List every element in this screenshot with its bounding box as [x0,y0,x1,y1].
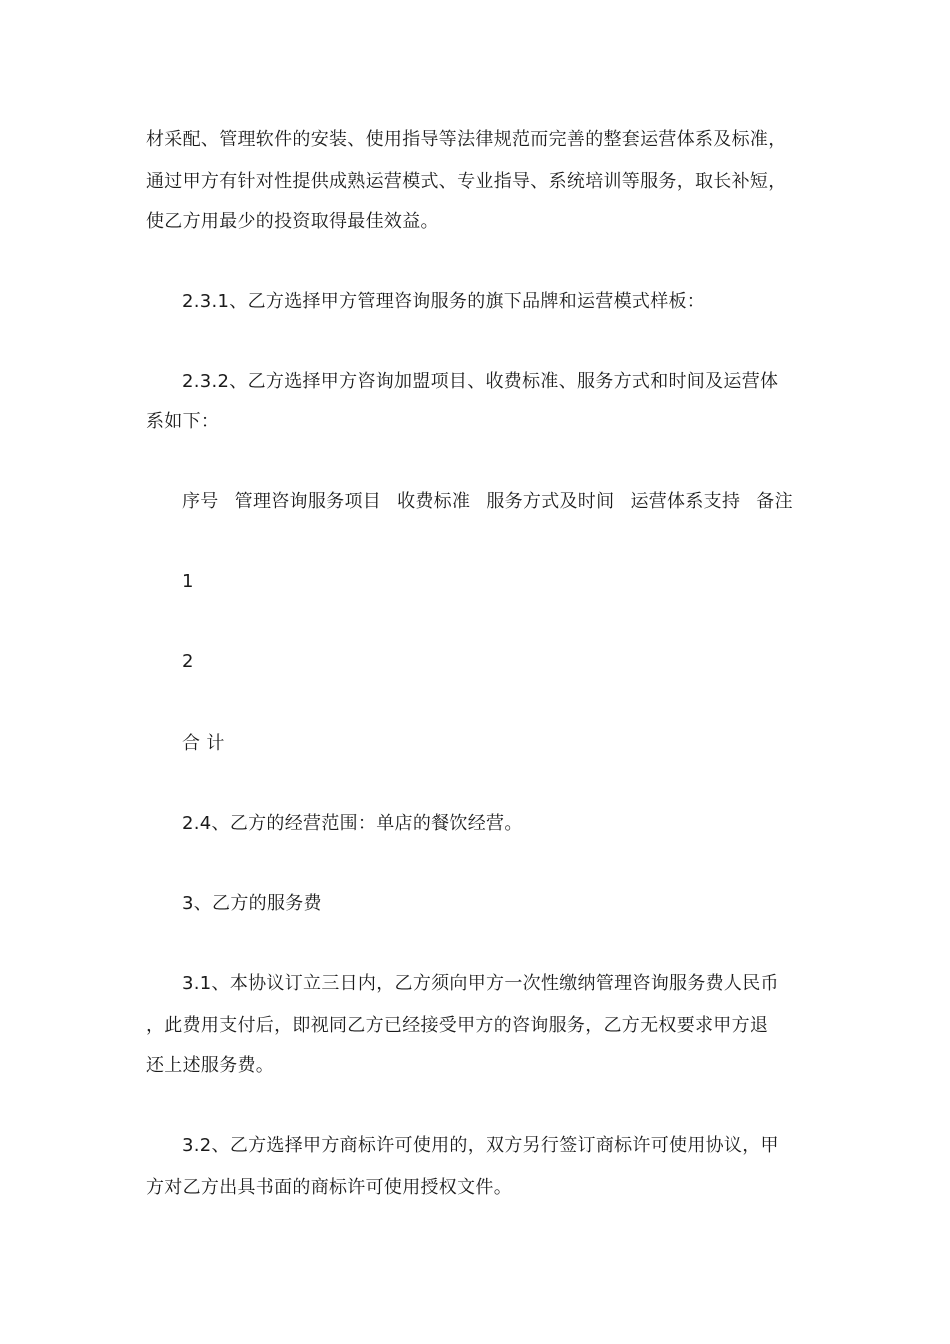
table-header-cell: 管理咨询服务项目 [234,491,382,512]
section-3-heading: 3、乙方的服务费 [182,893,322,914]
table-header-cell: 收费标准 [397,491,471,512]
table-total-label: 合 计 [182,733,225,754]
table-header-cell: 服务方式及时间 [486,491,615,512]
clause-2-4: 2.4、乙方的经营范围：单店的餐饮经营。 [182,813,523,834]
paragraph-line: 通过甲方有针对性提供成熟运营模式、专业指导、系统培训等服务，取长补短， [146,171,787,192]
table-header-row [182,490,803,514]
table-header-cell: 运营体系支持 [630,491,741,512]
clause-2-3-2: 2.3.2、乙方选择甲方咨询加盟项目、收费标准、服务方式和时间及运营体 [182,371,779,392]
paragraph-line: 使乙方用最少的投资取得最佳效益。 [146,211,439,232]
clause-3-1: 3.1、本协议订立三日内，乙方须向甲方一次性缴纳管理咨询服务费人民币 [182,973,779,994]
table-row-number: 2 [182,651,194,672]
paragraph-line: 材采配、管理软件的安装、使用指导等法律规范而完善的整套运营体系及标准， [146,129,787,150]
clause-3-2: 3.2、乙方选择甲方商标许可使用的，双方另行签订商标许可使用协议，甲 [182,1135,779,1156]
table-header-cell: 序号 [182,491,219,512]
table-row-number: 1 [182,571,194,592]
paragraph-line: 还上述服务费。 [146,1055,275,1076]
paragraph-line: 系如下： [146,411,220,432]
paragraph-line: 方对乙方出具书面的商标许可使用授权文件。 [146,1177,512,1198]
clause-2-3-1: 2.3.1、乙方选择甲方管理咨询服务的旗下品牌和运营模式样板： [182,291,706,312]
table-header-cell: 备注 [756,491,793,512]
paragraph-line: ，此费用支付后，即视同乙方已经接受甲方的咨询服务，乙方无权要求甲方退 [146,1015,769,1036]
